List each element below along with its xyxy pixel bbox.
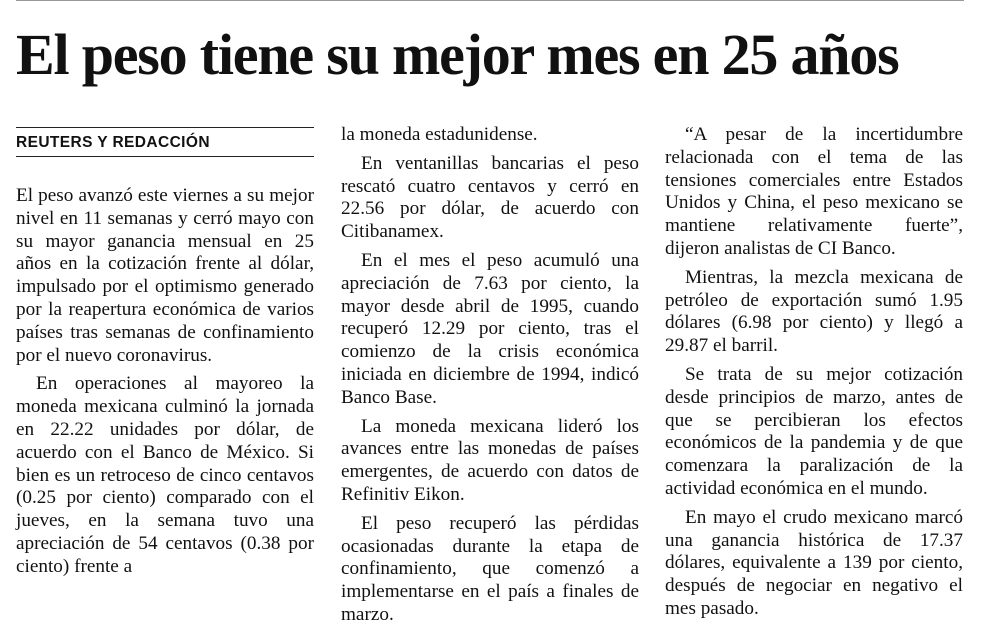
column-2 (341, 124, 639, 625)
paragraph-10: En mayo el crudo mexicano marcó una ganancia histórica de 17.37 dólares, equivalente a 139 por ciento, después de negociar en negativo el mes pasado. (665, 506, 963, 619)
column-3 (665, 124, 963, 619)
paragraph-1: El peso avanzó este viernes a su mejor nivel en 11 semanas y cerró mayo con su mayor ganancia mensual en 25 años en la cotización frente al dólar, impulsado por el optimismo generado por la reapertura económica de varios países tras semanas de confinamiento por el nuevo coronavirus. (16, 185, 314, 366)
paragraph-2: En operaciones al mayoreo la moneda mexicana culminó la jornada en 22.22 unidades por dólar, de acuerdo con el Banco de México. Si bien es un retroceso de cinco centavos (0.25 por ciento) comparado con el jueves, en la semana tuvo una apreciación de 54 centavos (0.38 por ciento) frente a (16, 373, 314, 577)
byline: REUTERS Y REDACCIÓN (16, 134, 210, 151)
paragraph-3: En ventanillas bancarias el peso rescató cuatro centavos y cerró en 22.56 por dólar, de acuerdo con Citibanamex. (341, 152, 639, 243)
headline: El peso tiene su mejor mes en 25 años (16, 22, 899, 87)
paragraph-4: En el mes el peso acumuló una apreciación de 7.63 por ciento, la mayor desde abril de 1995, cuando recuperó 12.29 por ciento, tras el comienzo de la crisis económica iniciada en diciembre de 1994, indicó Banco Base. (341, 249, 639, 408)
paragraph-7: “A pesar de la incertidumbre relacionada con el tema de las tensiones comerciales entre Estados Unidos y China, el peso mexicano se mantiene relativamente fuerte”, dijeron analistas de CI Banco. (665, 124, 963, 259)
paragraph-9: Se trata de su mejor cotización desde principios de marzo, antes de que se percibieran los efectos económicos de la pandemia y de que comenzara la paralización de la actividad económica en el mundo. (665, 363, 963, 499)
paragraph-8: Mientras, la mezcla mexicana de petróleo de exportación sumó 1.95 dólares (6.98 por ciento) y llegó a 29.87 el barril. (665, 266, 963, 357)
column-1 (16, 124, 314, 610)
top-rule (16, 0, 964, 1)
paragraph-2-continued: la moneda estadunidense. (341, 124, 538, 145)
byline-box (16, 127, 314, 157)
paragraph-6: El peso recuperó las pérdidas ocasionadas durante la etapa de confinamiento, que comenzó a implementarse en el país a finales de marzo. (341, 512, 639, 625)
paragraph-5: La moneda mexicana lideró los avances entre las monedas de países emergentes, de acuerdo con datos de Refinitiv Eikon. (341, 415, 639, 505)
